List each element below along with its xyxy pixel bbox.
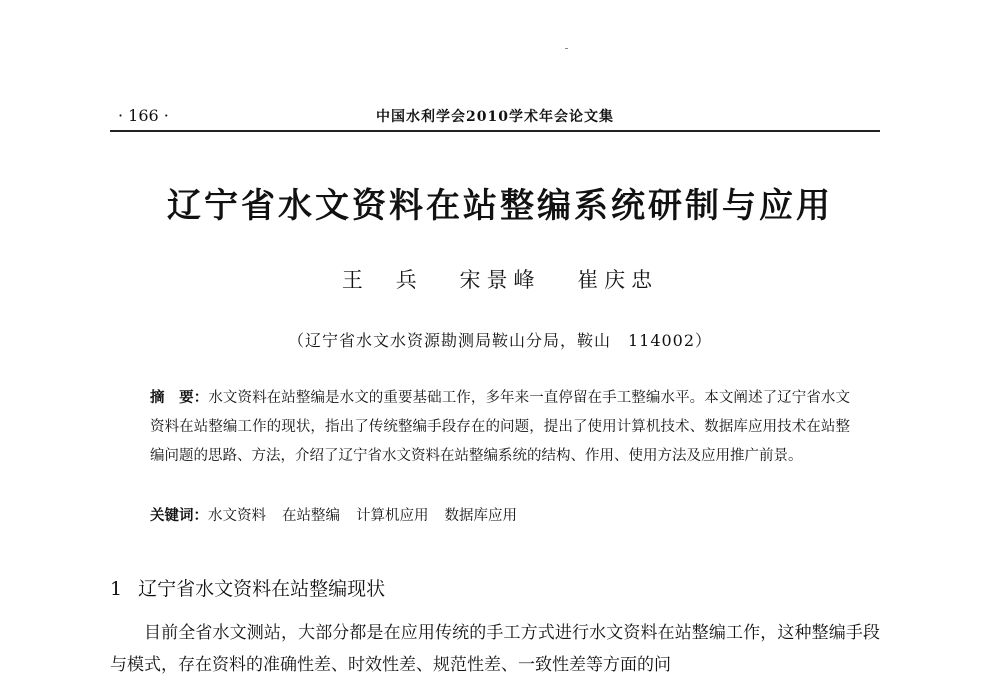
section-title: 辽宁省水文资料在站整编现状 xyxy=(138,578,386,600)
keywords xyxy=(150,504,850,525)
author-name: 王 兵 xyxy=(341,268,423,292)
affiliation: （辽宁省水文水资源勘测局鞍山分局，鞍山 114002） xyxy=(287,331,713,350)
abstract-label: 摘 要： xyxy=(150,390,209,406)
page-number: · 166 · xyxy=(118,106,169,125)
author-list xyxy=(0,264,1000,294)
paper-title: 辽宁省水文资料在站整编系统研制与应用 xyxy=(167,186,833,226)
abstract-text: 水文资料在站整编是水文的重要基础工作，多年来一直停留在手工整编水平。本文阐述了辽宁省水文资料在站整编工作的现状，指出了传统整编手段存在的问题，提出了使用计算机技术、数据库应用技术在站整编问题的思路、方法，介绍了辽宁省水文资料在站整编系统的结构、作用、使用方法及应用推广前景。 xyxy=(150,390,850,464)
body-text xyxy=(110,617,880,681)
keyword: 数据库应用 xyxy=(444,508,517,524)
keyword: 计算机应用 xyxy=(356,508,429,524)
keyword: 水文资料 xyxy=(208,508,266,524)
author-name: 崔庆忠 xyxy=(577,268,659,292)
running-title: 中国水利学会2010学术年会论文集 xyxy=(376,109,614,125)
keywords-label: 关键词： xyxy=(150,508,208,524)
author-name: 宋景峰 xyxy=(459,268,541,292)
section-heading xyxy=(110,574,385,601)
section-number: 1 xyxy=(110,578,123,600)
scan-speck xyxy=(565,48,568,49)
keyword: 在站整编 xyxy=(282,508,340,524)
body-paragraph: 目前全省水文测站，大部分都是在应用传统的手工方式进行水文资料在站整编工作，这种整编手段与模式，存在资料的准确性差、时效性差、规范性差、一致性差等方面的问 xyxy=(110,623,880,675)
running-header xyxy=(110,100,880,132)
abstract xyxy=(150,384,850,471)
